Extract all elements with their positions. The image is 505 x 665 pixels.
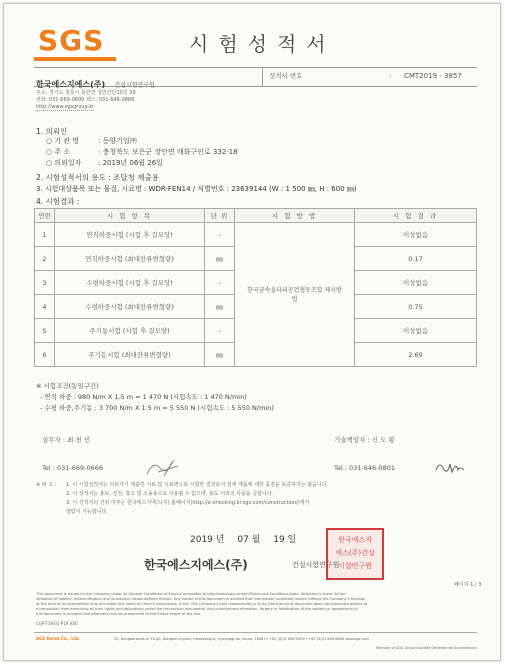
conditions-label: ※ 시험조건(동일구간) [36,382,99,390]
issue-month: 07 월 [237,535,261,545]
footer-company-name: 한국에스지에스(주) [144,558,248,572]
row-result: 0.17 [355,247,477,271]
row-item: 주기동시험 (최대잔류변형량) [55,343,205,367]
company-address: 주소: 경기도 청룡시 동안면 청반산단10길 20 [36,90,136,96]
tech-manager-label: 기술책임자 : 신 도 황 [334,436,395,444]
page-number: 페이지 1 / 3 [454,582,482,588]
row-result: 이상없음 [355,319,477,343]
header-rule-top [34,67,477,68]
sgs-logo-bar [34,57,116,61]
bottom-member: Member of SGS Group (Société Générale de Surveillance) [376,646,477,650]
conditions-horizontal: - 수평 하중,주기동 : 3 700 N/m X 1.5 m = 5 550 N (시험속도 : 5 550 N/min) [40,404,274,412]
row-no: 1 [35,223,55,247]
row-unit: ㎜ [205,247,235,271]
client-name-label: ○ 기 관 명 [46,137,80,145]
col-header-item: 시 험 항 목 [55,209,205,223]
company-name: 한국에스지에스(주) [36,80,106,89]
issue-year: 2019 년 [190,535,225,545]
stamp-text: 한국에스지 에스(주)건설 시험연구원 [335,536,375,570]
company-phone-fax: 전화: 031-669-0600 팩스: 031-646-0888 [36,97,135,103]
report-no-label: 성적서 번호 [269,72,303,80]
table-row [35,223,477,247]
results-header-row [35,209,477,223]
note-1: 1. 이 시험성적서는 의뢰자가 제출한 시료 및 시료명으로 시험한 결과로서 전체 제품에 대한 품질을 보증하지는 않습니다. [66,482,329,488]
disclaimer-line: This document is issued by the Company under its General Conditions of Service accessible at http://www.sgs.com/en/Terms-and-Conditions.aspx. Attention is drawn to the [36,592,346,596]
col-header-method: 시 험 방 법 [235,209,355,223]
row-unit: ㎜ [205,295,235,319]
notes-label: ※ 비 고 : [36,482,57,488]
note-3: 3. 이 성적서의 진위 여부는 한국에스지에스(주) 홈페이지(http://e-checking.kr.sgs.com/construction/)에서 [66,500,310,506]
report-purpose: 2. 시험성적서의 용도 : 조달청 제출용 [36,173,160,182]
results-section-title: 4. 시험결과 : [36,197,80,206]
official-seal-stamp [326,528,384,580]
sgs-logo: SGS [38,24,105,57]
row-unit: - [205,319,235,343]
footer-division: 건설시험연구원 [292,561,340,569]
row-no: 6 [35,343,55,367]
col-header-result: 시 험 결 과 [355,209,477,223]
issue-date [190,532,296,545]
report-no-colon: : [389,72,392,80]
bottom-address: 20, Dongbanseok-ro 10-gil, Dongtan-myeon, Hwaseong-si, Gyeonggi-do, Korea, 18487 t +82 (0)31 669 0600 f +82 (0)31 646 0888 www.sgs.com [114,637,369,641]
row-result: 0.75 [355,295,477,319]
disclaimer-line: this document is unlawful and offenders may be prosecuted to the fullest extent of the law. [36,612,201,616]
tech-manager-signature [434,456,468,478]
test-method-cell: 한국금속울타리공업협동조합 제시방법 [235,223,355,367]
row-item: 수평하중시험 (시험 후 걸모양) [55,271,205,295]
report-no: CMT2019 - 3857 [404,72,462,80]
disclaimer [36,592,476,617]
company-block [36,72,155,91]
row-item: 주기동시험 (시험 후 걸모양) [55,319,205,343]
row-unit: ㎜ [205,343,235,367]
document-title: 시험성적서 [189,32,336,56]
sample-description: 3. 시험대상품목 또는 물질, 시료명 : WDR-FEN14 / 식별번호 : 23639144 (W : 1 500 ㎜, H : 600 ㎜) [36,185,357,193]
disclaimer-line: at the time of its intervention only and within the limits of Client's instructions, if any. The Company's sole responsibility is to its Client and this document does not exonerate parties to [36,602,368,606]
row-result: 2.69 [355,343,477,367]
row-result: 이상없음 [355,271,477,295]
disclaimer-line: limitation of liability, indemnification and jurisdiction issues defined therein. Any holder of this document is advised that information contained hereon reflects the Company's findings [36,597,366,601]
header-separator [262,68,263,86]
row-no: 2 [35,247,55,271]
row-no: 5 [35,319,55,343]
row-result: 이상없음 [355,223,477,247]
request-date-label: ○ 의뢰일자 [46,159,82,167]
row-item: 연직하중시험 (시험 후 걸모양) [55,223,205,247]
col-header-no: 연번 [35,209,55,223]
tester-signature [144,456,184,478]
test-report-page [3,3,501,661]
disclaimer-line: a transaction from exercising all their rights and obligations under the transaction documents. Any unauthorized alteration, forgery or falsification of the content or appearance of [36,607,358,611]
issue-day: 19 일 [273,535,297,545]
note-2: 2. 이 성적서는 홍보, 선전, 광고 및 소송용으로 사용될 수 없으며, 용도 이외의 사용을 금합니다. [66,491,274,497]
client-address: : 충청북도 보은군 장안면 매화구인로 332-18 [98,148,238,156]
bottom-logo: SGS Korea Co., Ltd. [36,636,80,641]
row-item: 연직하중시험 (최대잔류변형량) [55,247,205,271]
row-unit: - [205,223,235,247]
company-website-link[interactable]: http://www.sgsgroup.kr [36,104,95,110]
company-division: 건설시험연구원 [114,82,155,89]
col-header-unit: 단 위 [205,209,235,223]
footer-rule [34,632,477,633]
note-3-continued: 열람이 가능합니다. [66,509,108,515]
client-section-title: 1. 의뢰인 [36,127,68,136]
row-item: 수평하중시험 (최대잔류변형량) [55,295,205,319]
client-name: : 동양기업㈜ [98,137,137,145]
row-unit: - [205,271,235,295]
conditions-vertical: - 연직 하중 : 980 N/m X 1.5 m = 1 470 N (시험속도 : 1 470 N/min) [40,393,247,401]
row-no: 3 [35,271,55,295]
row-no: 4 [35,295,55,319]
client-address-label: ○ 주 소 [46,148,71,156]
request-date: : 2019년 06월 26일 [98,159,163,167]
tester-label: 실무자 : 최 천 민 [42,436,91,444]
form-number: CGP-T18-01-P19 (00) [36,621,78,626]
tech-manager-tel: Tel : 031-646-0801 [334,464,396,472]
results-table [34,208,477,367]
tester-tel: Tel : 031-669-0666 [42,464,104,472]
